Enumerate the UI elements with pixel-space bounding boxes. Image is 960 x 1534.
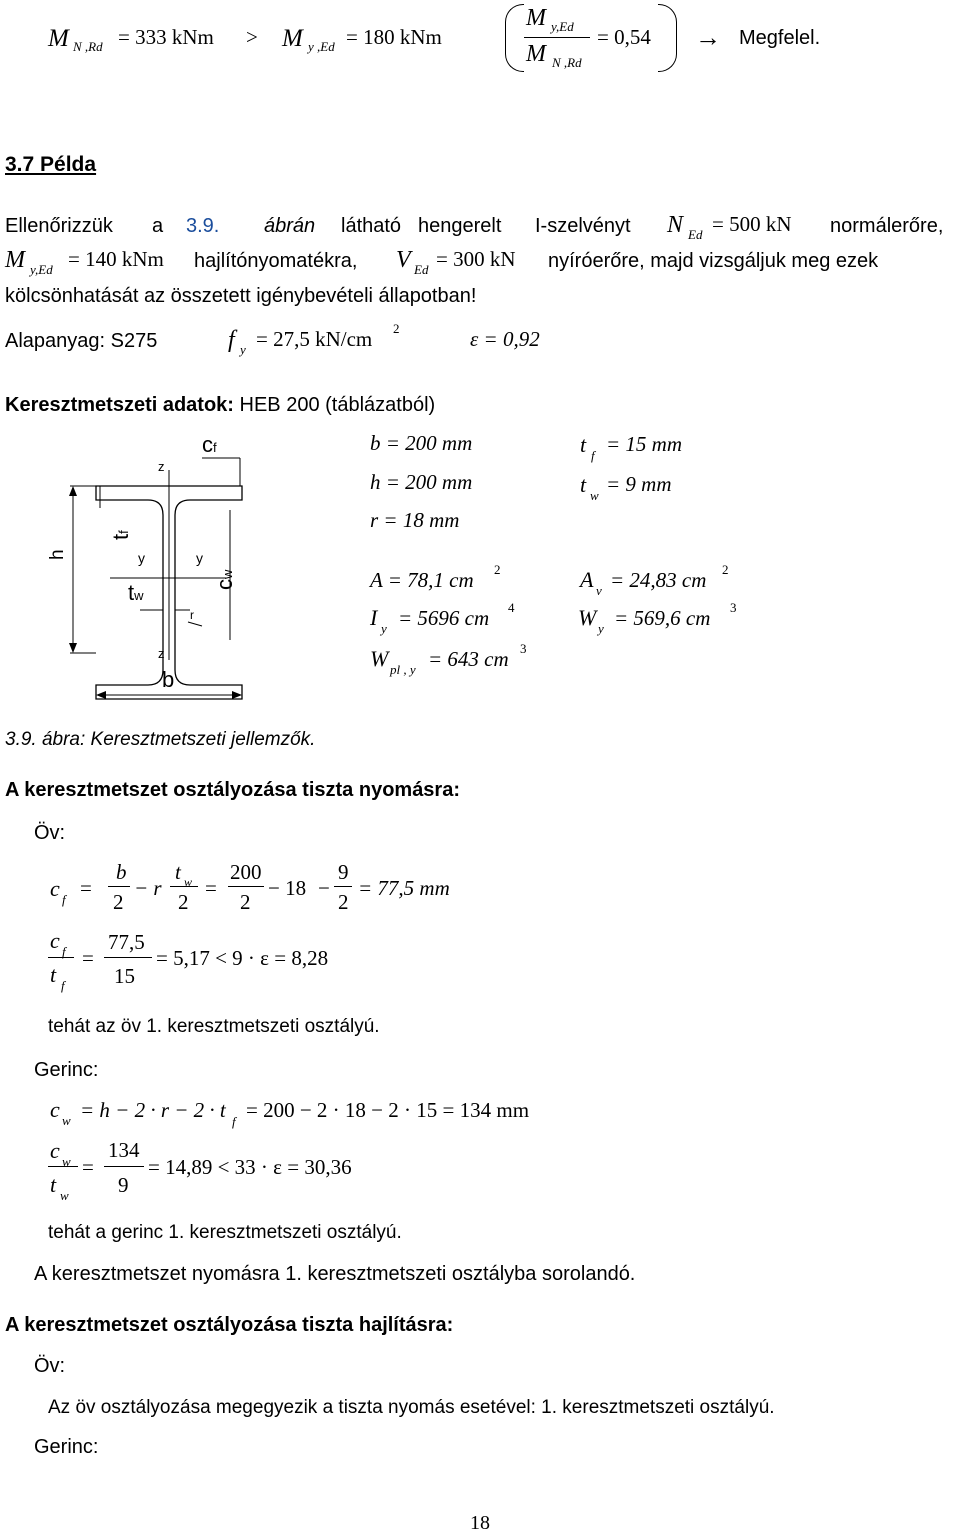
value-area-power: 2: [494, 562, 501, 577]
value-av-power: 2: [722, 562, 729, 577]
fraction-bar: [334, 886, 352, 887]
two-denominator: 2: [113, 890, 124, 914]
fig-label-b: b: [162, 667, 175, 692]
intro-word: látható: [341, 215, 402, 237]
figure-caption: 3.9. ábra: Keresztmetszeti jellemzők.: [5, 729, 316, 750]
bending-web-label: Gerinc:: [34, 1436, 99, 1458]
value-tf-subscript: f: [591, 448, 595, 463]
fig-label-tf: [110, 530, 132, 540]
myed-value: = 180 kNm: [346, 25, 442, 49]
bending-flange-text: Az öv osztályozása megegyezik a tiszta nyomás esetével: 1. keresztmetszeti osztályú.: [48, 1397, 775, 1418]
value-wpl-power: 3: [520, 641, 527, 656]
cf-result: = 77,5 mm: [358, 876, 450, 900]
value-wy-subscript: y: [598, 621, 604, 636]
fig-label-cw-sub: w: [220, 569, 235, 579]
cf-numerator: 77,5: [108, 930, 145, 954]
ratio-denominator-subscript: N ,Rd: [552, 55, 582, 70]
bending-heading: A keresztmetszet osztályozása tiszta hajlításra:: [5, 1314, 454, 1336]
tw-numerator-symbol: t: [175, 860, 181, 884]
tw-numerator-subscript: w: [184, 875, 193, 889]
fig-label-tw-sub: w: [134, 588, 144, 603]
compression-flange-label: Öv:: [34, 822, 66, 844]
ratio-fraction-bar: [524, 37, 590, 38]
ratio-numerator-symbol: M: [526, 5, 546, 31]
equals-sign: =: [82, 1155, 94, 1179]
fy-value: = 27,5 kN/cm: [256, 327, 373, 351]
equals-sign: =: [80, 876, 92, 900]
two-denominator: 2: [338, 890, 349, 914]
value-tw-subscript: w: [590, 488, 599, 503]
ratio-tw-symbol: t: [50, 1172, 57, 1197]
value-wy-symbol: W: [578, 605, 597, 630]
ratio-cf-symbol: c: [50, 928, 60, 953]
two-denominator: 2: [240, 890, 251, 914]
ratio-result: = 5,17 < 9 · ε = 8,28: [156, 946, 329, 970]
intro-word: I-szelvényt: [535, 215, 631, 237]
value-iy-power: 4: [508, 600, 515, 615]
two-denominator: 2: [178, 890, 189, 914]
fraction-bar: [170, 886, 198, 887]
fig-label-cf-sub: f: [213, 440, 217, 455]
ratio-cf-subscript: f: [62, 944, 66, 959]
cf-symbol: c: [50, 876, 60, 901]
value-av-subscript: v: [596, 583, 602, 598]
ratio-tw-subscript: w: [60, 1188, 69, 1203]
value-wy: = 569,6 cm: [614, 606, 711, 630]
intro-word: hengerelt: [418, 215, 502, 237]
value-av: = 24,83 cm: [610, 568, 707, 592]
ratio-tf-subscript: f: [61, 978, 65, 993]
intro-word: Ellenőrizzük: [5, 215, 113, 237]
value-wpl-symbol: W: [370, 646, 389, 671]
fig-label-y-left: y: [138, 550, 145, 566]
med-symbol: M: [5, 247, 25, 273]
med-value: = 140 kNm: [68, 247, 164, 271]
compression-web-label: Gerinc:: [34, 1059, 99, 1081]
b-arrow-left: [96, 691, 106, 699]
fig-label-z-top: z: [158, 459, 165, 474]
minus-sign: −: [318, 876, 330, 900]
myed-symbol: M: [282, 25, 303, 52]
cw-numerator: 134: [108, 1138, 140, 1162]
section-data-heading: [5, 395, 435, 415]
tf-denominator: 15: [114, 964, 135, 988]
mnrd-subscript: N ,Rd: [73, 39, 103, 54]
cw-expression-subscript: f: [232, 1114, 236, 1129]
compression-heading: A keresztmetszet osztályozása tiszta nyomásra:: [5, 779, 460, 801]
ned-symbol: N: [667, 212, 684, 238]
result-label: Megfelel.: [739, 27, 821, 49]
med-subscript: y,Ed: [30, 262, 53, 277]
value-tw: = 9 mm: [606, 472, 672, 496]
value-tf: = 15 mm: [606, 432, 683, 456]
nine-numerator: 9: [338, 860, 349, 884]
ved-subscript: Ed: [414, 262, 429, 277]
value-h: h = 200 mm: [370, 470, 473, 494]
value-av-symbol: A: [580, 567, 594, 592]
intro-word: nyíróerőre, majd vizsgáljuk meg ezek: [548, 250, 879, 272]
ned-subscript: Ed: [688, 227, 703, 242]
cw-expression-result: = 200 − 2 · 18 − 2 · 15 = 134 mm: [246, 1098, 530, 1122]
bending-flange-label: Öv:: [34, 1355, 66, 1377]
fraction-bar: [104, 1166, 144, 1167]
intro-word: hajlítónyomatékra,: [194, 250, 358, 272]
myed-subscript: y ,Ed: [308, 39, 335, 54]
value-iy: = 5696 cm: [398, 606, 490, 630]
ratio-cw-subscript: w: [62, 1154, 71, 1169]
fraction-bar: [108, 886, 130, 887]
equals-sign: =: [205, 876, 217, 900]
minus-r: − r: [134, 876, 162, 900]
ved-value: = 300 kN: [436, 247, 516, 271]
fraction-bar: [228, 886, 264, 887]
web-ratio-result: = 14,89 < 33 · ε = 30,36: [148, 1155, 352, 1179]
ratio-cw-symbol: c: [50, 1138, 60, 1163]
section-data-heading-rest: HEB 200 (táblázatból): [233, 394, 436, 416]
ved-symbol: V: [396, 247, 411, 273]
fig-label-z-bottom: z: [158, 646, 165, 661]
fy-subscript: y: [240, 342, 246, 357]
arrow-icon: →: [695, 22, 721, 52]
compression-overall: A keresztmetszet nyomásra 1. keresztmetszeti osztályba sorolandó.: [34, 1263, 636, 1285]
cw-expression: = h − 2 · r − 2 · t: [80, 1098, 226, 1122]
minus-18: − 18: [268, 876, 307, 900]
mnrd-symbol: M: [48, 25, 69, 52]
value-wy-power: 3: [730, 600, 737, 615]
fig-label-y-right: y: [196, 550, 203, 566]
value-b: b = 200 mm: [370, 431, 473, 455]
ratio-tf-symbol: t: [50, 962, 57, 987]
intro-line-3: kölcsönhatását az összetett igénybevételi állapotban!: [5, 285, 477, 307]
fig-label-cf-main: c: [202, 432, 213, 457]
value-wpl: = 643 cm: [428, 647, 509, 671]
h-arrow-top: [69, 486, 77, 496]
fraction-bar: [104, 957, 152, 958]
fig-label-tw-main: t: [128, 580, 135, 605]
fig-label-r: r: [190, 608, 194, 622]
fig-label-cw: [214, 570, 236, 590]
section-data-heading-bold: Keresztmetszeti adatok:: [5, 394, 234, 416]
figure-reference: 3.9.: [186, 215, 220, 237]
value-tf-symbol: t: [580, 432, 587, 457]
fig-label-tw: [128, 582, 144, 604]
section-heading: 3.7 Példa: [5, 153, 97, 176]
intro-word: a: [152, 215, 164, 237]
h-arrow-bottom: [69, 643, 77, 653]
r-leader-line: [188, 622, 202, 626]
flange-conclusion: tehát az öv 1. keresztmetszeti osztályú.: [48, 1016, 380, 1037]
b-numerator: b: [116, 860, 127, 884]
num-200: 200: [230, 860, 262, 884]
b-arrow-right: [232, 691, 242, 699]
cf-subscript: f: [62, 892, 66, 907]
right-parenthesis: [658, 4, 677, 72]
epsilon-value: ε = 0,92: [470, 327, 540, 351]
ned-value: = 500 kN: [712, 212, 792, 236]
left-parenthesis: [505, 4, 524, 72]
ratio-denominator-symbol: M: [526, 41, 546, 67]
value-tw-symbol: t: [580, 472, 587, 497]
value-iy-subscript: y: [381, 621, 387, 636]
ratio-numerator-subscript: y,Ed: [551, 19, 574, 34]
value-area: A = 78,1 cm: [370, 568, 474, 592]
fy-symbol: f: [228, 327, 235, 353]
fig-label-h: h: [47, 549, 68, 560]
equals-sign: =: [82, 946, 94, 970]
web-conclusion: tehát a gerinc 1. keresztmetszeti osztályú.: [48, 1222, 402, 1243]
value-wpl-subscript: pl , y: [390, 662, 416, 677]
intro-word: normálerőre,: [830, 215, 944, 237]
fraction-bar: [48, 1166, 78, 1167]
greater-than-sign: >: [246, 25, 258, 49]
mnrd-value: = 333 kNm: [118, 25, 214, 49]
fig-label-tf-main: t: [108, 533, 133, 540]
tw-denominator: 9: [118, 1173, 129, 1197]
fraction-bar: [48, 957, 74, 958]
ratio-value: = 0,54: [597, 25, 651, 49]
value-r: r = 18 mm: [370, 508, 460, 532]
intro-word: ábrán: [264, 215, 316, 237]
cw-symbol: c: [50, 1097, 60, 1122]
fig-label-cf: [202, 434, 217, 456]
value-iy-symbol: I: [370, 605, 378, 630]
page-number: 18: [470, 1512, 490, 1534]
fy-power: 2: [393, 321, 400, 336]
material-label: Alapanyag: S275: [5, 330, 158, 352]
cw-subscript: w: [62, 1113, 71, 1128]
fig-label-tf-sub: f: [116, 530, 131, 534]
fig-label-cw-main: c: [212, 579, 237, 590]
